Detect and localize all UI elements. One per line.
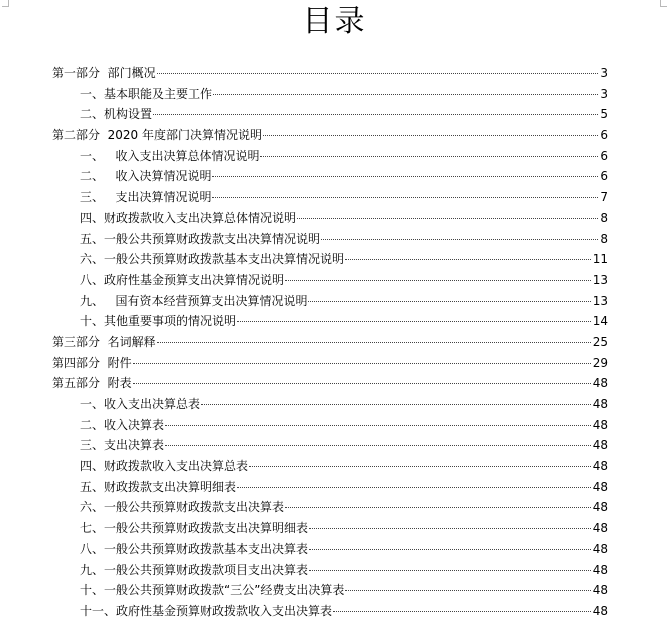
- toc-subsection-entry[interactable]: [80, 84, 608, 105]
- toc-page-number: 48: [592, 562, 608, 577]
- toc-dot-leader: [201, 404, 591, 405]
- toc-entry-label: 四、财政拨款收入支出决算总表: [80, 459, 249, 474]
- toc-entry-label: 第三部分 名词解释: [52, 334, 156, 349]
- toc-dot-leader: [157, 73, 599, 74]
- toc-entry-label: 一、基本职能及主要工作: [80, 86, 213, 101]
- toc-page-number: 29: [592, 355, 608, 370]
- toc-entry-label: 一、 收入支出决算总体情况说明: [80, 148, 260, 163]
- toc-page-number: 14: [592, 314, 608, 329]
- toc-entry-label: 五、一般公共预算财政拨款支出决算情况说明: [80, 231, 321, 246]
- toc-page-number: 25: [592, 334, 608, 349]
- toc-page-number: 3: [600, 66, 608, 80]
- toc-entry-label: 五、财政拨款支出决算明细表: [80, 479, 237, 494]
- toc-dot-leader: [157, 342, 591, 343]
- toc-subsection-entry[interactable]: [80, 146, 608, 167]
- toc-page-number: 8: [600, 210, 608, 225]
- toc-entry-label: 四、财政拨款收入支出决算总体情况说明: [80, 210, 297, 225]
- toc-dot-leader: [345, 259, 591, 260]
- toc-page-number: 13: [592, 272, 608, 287]
- toc-entry-label: 第五部分 附表: [52, 376, 132, 391]
- toc-dot-leader: [309, 528, 591, 529]
- toc-subsection-entry[interactable]: [80, 415, 608, 436]
- toc-entry-label: 第二部分 2020 年度部门决算情况说明: [52, 128, 262, 143]
- toc-section-entry[interactable]: [52, 353, 608, 374]
- toc-page-number: 48: [592, 397, 608, 411]
- toc-subsection-entry[interactable]: [80, 229, 608, 250]
- toc-entry-label: 十、一般公共预算财政拨款“三公”经费支出决算表: [80, 583, 345, 598]
- toc-entry-label: 九、 国有资本经营预算支出决算情况说明: [80, 293, 308, 308]
- toc-dot-leader: [133, 383, 591, 384]
- toc-page-number: 5: [600, 107, 608, 122]
- toc-dot-leader: [249, 466, 591, 467]
- toc-page-number: 48: [592, 603, 608, 618]
- toc-dot-leader: [260, 156, 598, 157]
- toc-dot-leader: [153, 114, 598, 115]
- toc-page-number: 48: [592, 417, 608, 432]
- toc-page-number: 6: [600, 169, 608, 184]
- toc-section-entry[interactable]: [52, 373, 608, 394]
- toc-entry-label: 七、一般公共预算财政拨款支出决算明细表: [80, 521, 309, 536]
- toc-dot-leader: [285, 280, 591, 281]
- toc-subsection-entry[interactable]: [80, 539, 608, 560]
- toc-subsection-entry[interactable]: [80, 477, 608, 498]
- toc-entry-label: 八、政府性基金预算支出决算情况说明: [80, 272, 285, 287]
- toc-subsection-entry[interactable]: [80, 104, 608, 125]
- toc-subsection-entry[interactable]: [80, 456, 608, 477]
- toc-entry-label: 三、支出决算表: [80, 438, 165, 453]
- toc-dot-leader: [213, 94, 598, 95]
- toc-entry-label: 六、一般公共预算财政拨款基本支出决算情况说明: [80, 252, 345, 267]
- toc-subsection-entry[interactable]: [80, 187, 608, 208]
- toc-dot-leader: [212, 176, 598, 177]
- toc-dot-leader: [165, 445, 591, 446]
- toc-subsection-entry[interactable]: [80, 311, 608, 332]
- toc-entry-label: 第一部分 部门概况: [52, 66, 156, 80]
- toc-dot-leader: [309, 570, 591, 571]
- toc-entry-label: 六、一般公共预算财政拨款支出决算表: [80, 500, 285, 515]
- toc-subsection-entry[interactable]: [80, 580, 608, 601]
- toc-subsection-entry[interactable]: [80, 291, 608, 312]
- toc-entry-label: 十一、政府性基金预算财政拨款收入支出决算表: [80, 603, 333, 618]
- toc-page-number: 6: [600, 148, 608, 163]
- toc-subsection-entry[interactable]: [80, 560, 608, 581]
- toc-dot-leader: [133, 363, 591, 364]
- toc-entry-label: 八、一般公共预算财政拨款基本支出决算表: [80, 541, 309, 556]
- toc-dot-leader: [263, 135, 598, 136]
- toc-page-number: 48: [592, 521, 608, 536]
- toc-dot-leader: [285, 507, 591, 508]
- toc-page-number: 48: [592, 541, 608, 556]
- toc-dot-leader: [333, 611, 591, 612]
- toc-page-number: 48: [592, 438, 608, 453]
- toc-dot-leader: [321, 239, 598, 240]
- toc-entry-label: 二、 收入决算情况说明: [80, 169, 212, 184]
- toc-page-number: 48: [592, 376, 608, 391]
- toc-subsection-entry[interactable]: [80, 435, 608, 456]
- toc-page-number: 7: [600, 190, 608, 205]
- toc-entry-label: 一、收入支出决算总表: [80, 397, 201, 411]
- toc-subsection-entry[interactable]: [80, 249, 608, 270]
- toc-subsection-entry[interactable]: [80, 208, 608, 229]
- toc-page-number: 48: [592, 479, 608, 494]
- toc-entry-label: 九、一般公共预算财政拨款项目支出决算表: [80, 562, 309, 577]
- toc-dot-leader: [237, 487, 591, 488]
- toc-dot-leader: [237, 321, 591, 322]
- toc-page-number: 48: [592, 500, 608, 515]
- toc-entry-label: 三、 支出决算情况说明: [80, 190, 212, 205]
- toc-section-entry[interactable]: [52, 332, 608, 353]
- toc-subsection-entry[interactable]: [80, 270, 608, 291]
- toc-entry-label: 二、机构设置: [80, 107, 153, 122]
- toc-page-number: 48: [592, 459, 608, 474]
- toc-section-entry[interactable]: [52, 125, 608, 146]
- toc-dot-leader: [165, 425, 591, 426]
- toc-subsection-entry[interactable]: [80, 601, 608, 622]
- toc-page-number: 48: [592, 583, 608, 598]
- toc-entry-label: 十、其他重要事项的情况说明: [80, 314, 237, 329]
- toc-page-number: 8: [600, 231, 608, 246]
- toc-page-number: 11: [592, 252, 608, 267]
- page-title: 目录: [302, 4, 367, 39]
- table-of-contents: [0, 63, 669, 622]
- toc-dot-leader: [345, 590, 590, 591]
- toc-dot-leader: [309, 549, 591, 550]
- toc-subsection-entry[interactable]: [80, 518, 608, 539]
- toc-entry-label: 第四部分 附件: [52, 355, 132, 370]
- toc-dot-leader: [297, 218, 598, 219]
- toc-dot-leader: [308, 301, 590, 302]
- toc-page-number: 6: [600, 128, 608, 143]
- toc-entry-label: 二、收入决算表: [80, 417, 165, 432]
- toc-page-number: 3: [600, 86, 608, 101]
- toc-subsection-entry[interactable]: [80, 394, 608, 415]
- toc-dot-leader: [212, 197, 598, 198]
- toc-subsection-entry[interactable]: [80, 166, 608, 187]
- toc-subsection-entry[interactable]: [80, 497, 608, 518]
- toc-section-entry[interactable]: [52, 63, 608, 84]
- toc-page-number: 13: [592, 293, 608, 308]
